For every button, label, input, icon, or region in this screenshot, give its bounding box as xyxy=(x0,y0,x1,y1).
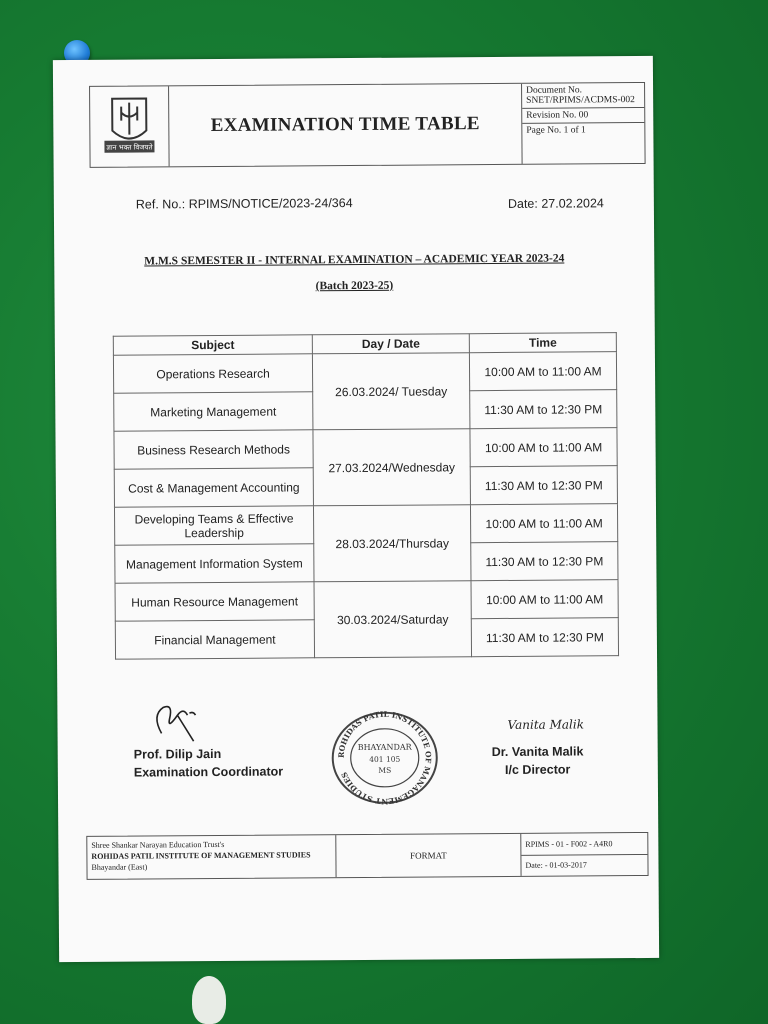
time-cell: 10:00 AM to 11:00 AM xyxy=(470,504,617,543)
subject-cell: Business Research Methods xyxy=(114,430,313,469)
subject-cell: Marketing Management xyxy=(114,392,313,431)
director-name: Dr. Vanita Malik xyxy=(491,744,584,760)
subject-cell: Operations Research xyxy=(113,354,312,393)
svg-text:ROHIDAS PATIL INSTITUTE OF MAN: ROHIDAS PATIL INSTITUTE OF MANAGEMENT STUDIES xyxy=(336,709,433,806)
batch-label: (Batch 2023-25) xyxy=(315,279,394,293)
director-role: I/c Director xyxy=(504,762,571,777)
footer-date: Date: - 01-03-2017 xyxy=(525,860,587,871)
page-no: Page No. 1 of 1 xyxy=(526,125,586,136)
coordinator-name: Prof. Dilip Jain xyxy=(133,746,222,762)
page-title: EXAMINATION TIME TABLE xyxy=(210,113,480,137)
time-cell: 11:30 AM to 12:30 PM xyxy=(470,466,617,505)
subject-cell: Management Information System xyxy=(115,544,314,583)
subject-cell: Financial Management xyxy=(115,620,314,659)
notice-sheet xyxy=(53,56,659,962)
notice-date: Date: 27.02.2024 xyxy=(507,196,604,211)
table-row xyxy=(114,428,617,470)
institute-logo xyxy=(90,86,170,167)
svg-text:MS: MS xyxy=(378,765,392,775)
table-row xyxy=(115,580,618,622)
svg-text:Vanita Malik: Vanita Malik xyxy=(507,717,585,732)
revision-no: Revision No. 00 xyxy=(522,108,644,124)
timetable xyxy=(113,332,619,660)
svg-text:401 105: 401 105 xyxy=(369,754,401,764)
footer-institute: Shree Shankar Narayan Education Trust's ROHIDAS PATIL INSTITUTE OF MANAGEMENT STUDIES Bhayandar (East) xyxy=(87,835,336,879)
time-cell: 10:00 AM to 11:00 AM xyxy=(471,580,618,619)
svg-text:BHAYANDAR: BHAYANDAR xyxy=(357,742,412,752)
date-cell: 27.03.2024/Wednesday xyxy=(313,429,471,506)
coordinator-signature xyxy=(147,685,207,745)
document-header xyxy=(89,82,646,168)
header-subject: Subject xyxy=(113,335,312,355)
time-cell: 11:30 AM to 12:30 PM xyxy=(470,390,617,429)
background-object xyxy=(192,976,226,1024)
subject-cell: Cost & Management Accounting xyxy=(114,468,313,507)
footer-code-block xyxy=(521,833,647,876)
exam-heading: M.M.S SEMESTER II - INTERNAL EXAMINATION – ACADEMIC YEAR 2023-24 xyxy=(144,252,565,268)
date-cell: 28.03.2024/Thursday xyxy=(313,505,471,582)
doc-no: Document No. SNET/RPIMS/ACDMS-002 xyxy=(522,83,644,109)
coordinator-role: Examination Coordinator xyxy=(133,764,284,780)
footer-format: FORMAT xyxy=(336,834,521,877)
subject-cell: Developing Teams & Effective Leadership xyxy=(114,506,313,545)
reference-number: Ref. No.: RPIMS/NOTICE/2023-24/364 xyxy=(135,196,353,212)
date-cell: 30.03.2024/Saturday xyxy=(314,581,472,658)
subject-cell: Human Resource Management xyxy=(115,582,314,621)
header-time: Time xyxy=(469,333,616,353)
time-cell: 11:30 AM to 12:30 PM xyxy=(471,542,618,581)
institute-seal xyxy=(329,709,440,806)
date-cell: 26.03.2024/ Tuesday xyxy=(312,353,470,430)
table-row xyxy=(113,352,616,394)
header-date: Day / Date xyxy=(312,334,469,354)
svg-text:ज्ञान भक्त विजयते: ज्ञान भक्त विजयते xyxy=(106,143,153,152)
document-footer xyxy=(86,832,648,880)
coordinator-signature-block xyxy=(134,745,284,782)
director-signature-block xyxy=(492,742,584,779)
table-row xyxy=(114,504,617,546)
time-cell: 10:00 AM to 11:00 AM xyxy=(469,352,616,391)
footer-code: RPIMS - 01 - F002 - A4R0 xyxy=(521,833,647,855)
time-cell: 10:00 AM to 11:00 AM xyxy=(470,428,617,467)
document-meta xyxy=(521,83,645,164)
director-signature xyxy=(503,712,603,737)
time-cell: 11:30 AM to 12:30 PM xyxy=(471,618,618,657)
